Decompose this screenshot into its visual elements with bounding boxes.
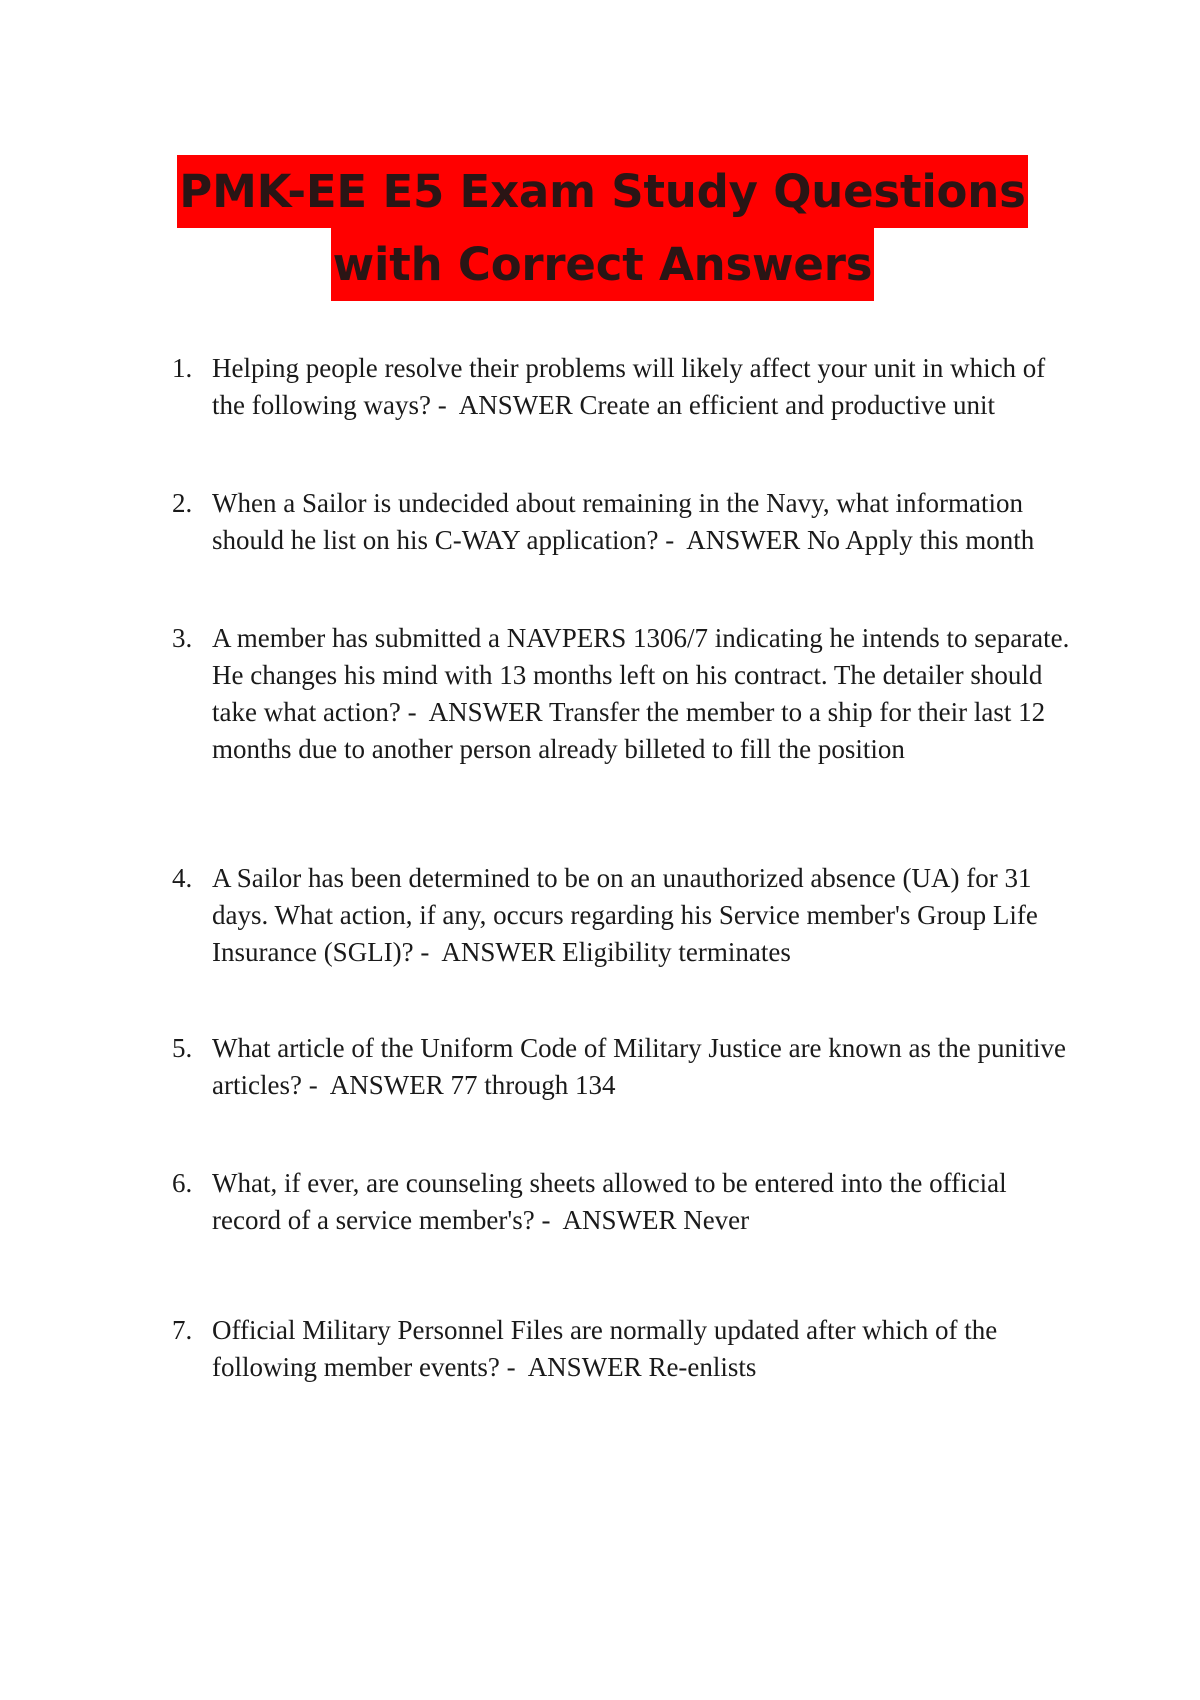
question-body bbox=[212, 1030, 1072, 1104]
document-title bbox=[160, 155, 1045, 301]
answer-text: Create an efficient and productive unit bbox=[579, 390, 996, 420]
question-number: 2. bbox=[172, 488, 193, 518]
answer-label: ANSWER bbox=[441, 937, 556, 967]
question-body bbox=[212, 350, 1072, 424]
question-number: 4. bbox=[172, 863, 193, 893]
answer-label: ANSWER bbox=[686, 525, 801, 555]
answer-label: ANSWER bbox=[428, 697, 543, 727]
answer-label: ANSWER bbox=[458, 390, 573, 420]
answer-text: 77 through 134 bbox=[450, 1070, 616, 1100]
title-line-1: PMK-EE E5 Exam Study Questions bbox=[177, 155, 1027, 228]
question-body bbox=[212, 860, 1072, 971]
question-text: What, if ever, are counseling sheets allowed to be entered into the official record of a service member's? - bbox=[212, 1168, 1007, 1235]
answer-text: Eligibility terminates bbox=[562, 937, 791, 967]
question-text: Official Military Personnel Files are normally updated after which of the following member events? - bbox=[212, 1315, 998, 1382]
question-text: A Sailor has been determined to be on an unauthorized absence (UA) for 31 days. What action, if any, occurs regarding his Service member's Group Life Insurance (SGLI)? - bbox=[212, 863, 1038, 967]
question-text: Helping people resolve their problems will likely affect your unit in which of the following ways? - bbox=[212, 353, 1046, 420]
question-text: What article of the Uniform Code of Military Justice are known as the punitive articles? - bbox=[212, 1033, 1067, 1100]
question-number: 6. bbox=[172, 1168, 193, 1198]
title-line-2: with Correct Answers bbox=[331, 228, 875, 301]
question-text: A member has submitted a NAVPERS 1306/7 indicating he intends to separate. He changes his mind with 13 months left on his contract. The detailer should take what action? - bbox=[212, 623, 1070, 727]
question-number: 5. bbox=[172, 1033, 193, 1063]
answer-label: ANSWER bbox=[329, 1070, 444, 1100]
question-number: 7. bbox=[172, 1315, 193, 1345]
question-text: When a Sailor is undecided about remaining in the Navy, what information should he list on his C-WAY application? - bbox=[212, 488, 1024, 555]
question-body bbox=[212, 485, 1072, 559]
answer-text: No Apply this month bbox=[806, 525, 1035, 555]
answer-label: ANSWER bbox=[562, 1205, 677, 1235]
question-body bbox=[212, 1312, 1072, 1386]
question-number: 3. bbox=[172, 623, 193, 653]
answer-text: Transfer the member to a ship for their last 12 months due to another person already billeted to fill the position bbox=[212, 697, 1046, 764]
question-number: 1. bbox=[172, 353, 193, 383]
answer-text: Never bbox=[683, 1205, 750, 1235]
answer-label: ANSWER bbox=[527, 1352, 642, 1382]
question-body bbox=[212, 620, 1072, 768]
question-body bbox=[212, 1165, 1072, 1239]
answer-text: Re-enlists bbox=[648, 1352, 757, 1382]
